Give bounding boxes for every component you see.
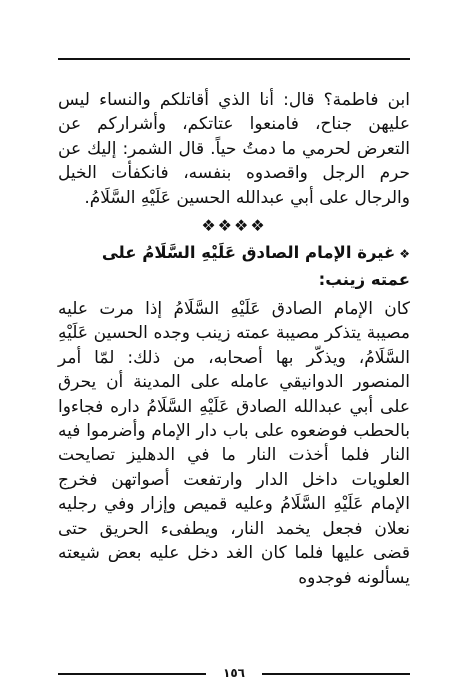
paragraph-1: ابن فاطمة؟ قال: أنا الذي أقاتلكم والنساء ليس عليهن جناح، فامنعوا عتاتكم، وأشراركم عن التعرض لحرمي ما دمتُ حياً. قال الشمر: إليك عن حرم الرجل واقصدوه بنفسه، فانكفأت الخيل والرجال على أبي عبدالله الحسين عَلَيْهِ السَّلَامُ. [58, 90, 410, 208]
section-ornament: ❖❖❖❖ [201, 216, 267, 236]
header-rule [58, 58, 410, 60]
page-footer [58, 666, 410, 680]
page-body [58, 88, 410, 590]
heading-bullet-icon: ❖ [399, 247, 410, 262]
page-number: ١٥٦ [223, 666, 245, 680]
heading-text: غيرة الإمام الصادق عَلَيْهِ السَّلَامُ على عمته زينب: [101, 243, 410, 290]
paragraph-2: كان الإمام الصادق عَلَيْهِ السَّلَامُ إذا مرت عليه مصيبة يتذكر مصيبة عمته زينب وجده الحسين عَلَيْهِ السَّلَامُ، ويذكّر بها أصحابه، من ذلك: لمّا أمر المنصور الدوانيقي عامله على المدينة أن يحرق على أبي عبدالله الصادق عَلَيْهِ السَّلَامُ داره فجاءوا بالحطب فوضعوه على باب دار الإمام وأضرموا فيه النار فلما أخذت النار ما في الدهليز تصايحت العلويات داخل الدار وارتفعت أصواتهن فخرج الإمام عَلَيْهِ السَّلَامُ وعليه قميص وإزار وفي رجليه نعلان فجعل يخمد النار، ويطفىء الحريق حتى قضى عليها فلما كان الغد دخل عليه بعض شيعته يسألونه فوجدوه [58, 299, 410, 588]
footer-rule-left [58, 673, 206, 675]
section-heading [58, 240, 410, 293]
